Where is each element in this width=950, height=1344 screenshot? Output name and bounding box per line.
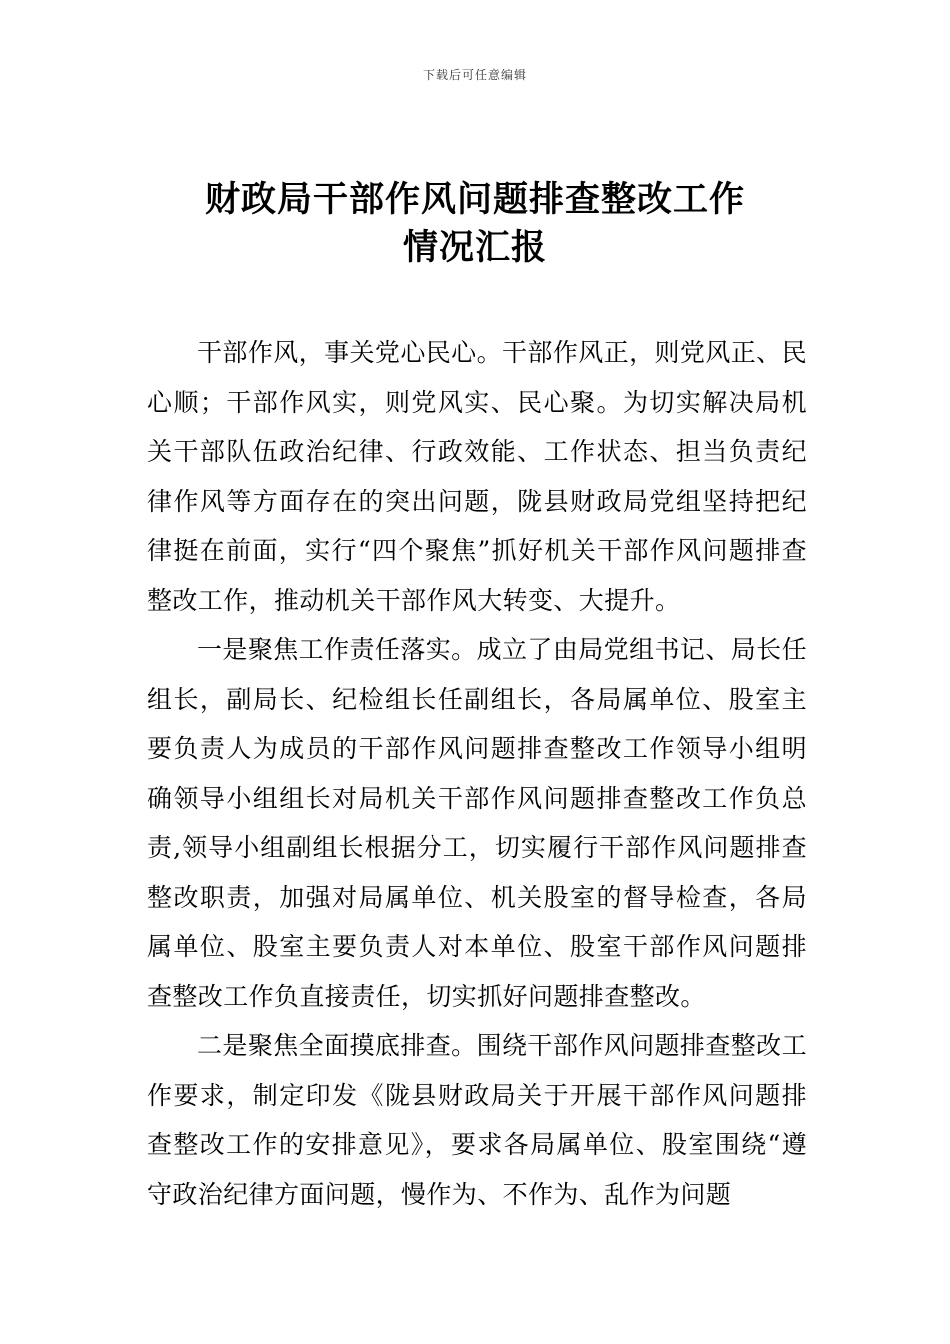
paragraph-intro: 干部作风，事关党心民心。干部作风正，则党风正、民心顺；干部作风实，则党风实、民心聚。为切实解决局机关干部队伍政治纪律、行政效能、工作状态、担当负责纪律作风等方面存在的突出问题，陇县财政局党组坚持把纪律挺在前面，实行“四个聚焦”抓好机关干部作风问题排查整改工作，推动机关干部作风大转变、大提升。 xyxy=(147,338,807,615)
title-line-2: 情况汇报 xyxy=(402,228,547,268)
paragraph-responsibility: 一是聚焦工作责任落实。成立了由局党组书记、局长任组长，副局长、纪检组长任副组长，各局属单位、股室主要负责人为成员的干部作风问题排查整改工作领导小组明确领导小组组长对局机关干部作风问题排查整改工作负总责,领导小组副组长根据分工，切实履行干部作风问题排查整改职责，加强对局属单位、机关股室的督导检查，各局属单位、股室主要负责人对本单位、股室干部作风问题排查整改工作负直接责任，切实抓好问题排查整改。 xyxy=(147,635,807,1011)
paragraph-investigation: 二是聚焦全面摸底排查。围绕干部作风问题排查整改工作要求，制定印发《陇县财政局关于开展干部作风问题排查整改工作的安排意见》，要求各局属单位、股室围绕“遵守政治纪律方面问题，慢作为、不作为、乱作为问题 xyxy=(147,1031,807,1209)
document-body xyxy=(147,328,807,1219)
header-note: 下载后可任意编辑 xyxy=(422,68,527,82)
document-title xyxy=(0,176,950,272)
title-line-1: 财政局干部作风问题排查整改工作 xyxy=(204,180,745,220)
